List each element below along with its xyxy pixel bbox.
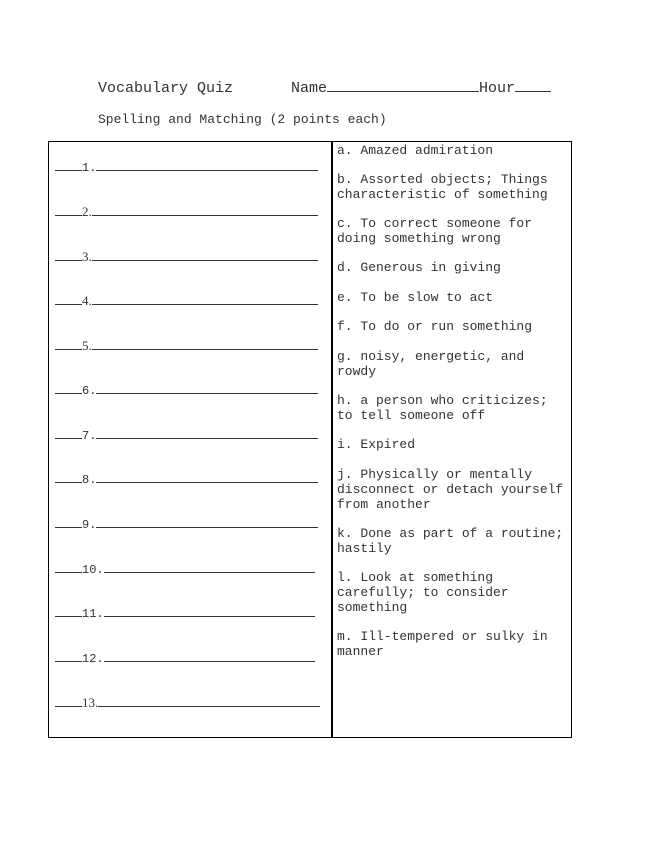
definition-item: e. To be slow to act — [337, 290, 494, 305]
name-blank[interactable] — [327, 77, 479, 92]
definition-item: c. To correct someone for doing something wrong — [337, 216, 533, 246]
answer-row — [55, 515, 318, 533]
item-number: 4. — [82, 293, 92, 308]
quiz-header — [98, 77, 551, 97]
name-label: Name — [291, 80, 328, 97]
spelling-blank[interactable] — [96, 515, 318, 528]
definition-item: i. Expired — [337, 437, 416, 452]
definition-item: l. Look at something carefully; to consider something — [337, 570, 509, 615]
definition-item: h. a person who criticizes; to tell someone off — [337, 393, 548, 423]
answer-row — [55, 248, 318, 266]
item-number: 8. — [82, 473, 97, 487]
match-blank[interactable] — [55, 470, 82, 483]
definition-item: d. Generous in giving — [337, 260, 501, 275]
answer-row — [55, 292, 318, 310]
match-blank[interactable] — [55, 381, 82, 394]
quiz-title: Vocabulary Quiz — [98, 80, 234, 97]
spelling-blank[interactable] — [96, 426, 318, 439]
definition-item: f. To do or run something — [337, 319, 533, 334]
definition-item: a. Amazed admiration — [337, 143, 494, 158]
definition-item: j. Physically or mentally disconnect or detach yourself from another — [337, 467, 564, 512]
match-blank[interactable] — [55, 158, 82, 171]
answer-row — [55, 560, 315, 578]
answer-row — [55, 381, 318, 399]
definition-item: g. noisy, energetic, and rowdy — [337, 349, 525, 379]
item-number: 5. — [82, 338, 92, 353]
match-blank[interactable] — [55, 337, 82, 350]
item-number: 3. — [82, 249, 92, 264]
item-number: 13. — [82, 695, 99, 710]
definition-item: k. Done as part of a routine; hastily — [337, 526, 564, 556]
spelling-blank[interactable] — [96, 158, 318, 171]
column-divider — [331, 142, 333, 737]
match-blank[interactable] — [55, 426, 82, 439]
definition-item: b. Assorted objects; Things characteristic of something — [337, 172, 548, 202]
match-blank[interactable] — [55, 248, 82, 261]
item-number: 11. — [82, 607, 104, 621]
match-blank[interactable] — [55, 203, 82, 216]
spelling-blank[interactable] — [104, 649, 315, 662]
answer-row — [55, 337, 318, 355]
item-number: 2. — [82, 204, 92, 219]
match-blank[interactable] — [55, 649, 82, 662]
match-blank[interactable] — [55, 604, 82, 617]
answer-row — [55, 426, 318, 444]
spelling-blank[interactable] — [98, 694, 320, 707]
spelling-blank[interactable] — [92, 203, 318, 216]
match-blank[interactable] — [55, 292, 82, 305]
answer-row — [55, 649, 315, 667]
spelling-blank[interactable] — [92, 292, 318, 305]
answer-row — [55, 694, 320, 712]
spelling-blank[interactable] — [96, 381, 318, 394]
item-number: 7. — [82, 429, 97, 443]
answer-row — [55, 203, 318, 221]
answer-row — [55, 470, 318, 488]
match-blank[interactable] — [55, 694, 82, 707]
definition-item: m. Ill-tempered or sulky in manner — [337, 629, 548, 659]
spelling-blank[interactable] — [92, 248, 318, 261]
match-blank[interactable] — [55, 515, 82, 528]
item-number: 9. — [82, 518, 97, 532]
quiz-instructions: Spelling and Matching (2 points each) — [98, 112, 387, 127]
spelling-blank[interactable] — [92, 337, 318, 350]
quiz-table — [48, 141, 572, 738]
hour-blank[interactable] — [515, 77, 551, 92]
spelling-blank[interactable] — [96, 470, 318, 483]
answer-row — [55, 604, 315, 622]
match-blank[interactable] — [55, 560, 82, 573]
item-number: 12. — [82, 652, 104, 666]
item-number: 10. — [82, 563, 104, 577]
answer-row — [55, 158, 318, 176]
item-number: 6. — [82, 384, 97, 398]
hour-label: Hour — [479, 80, 516, 97]
item-number: 1. — [82, 161, 97, 175]
spelling-blank[interactable] — [104, 604, 315, 617]
spelling-blank[interactable] — [104, 560, 315, 573]
